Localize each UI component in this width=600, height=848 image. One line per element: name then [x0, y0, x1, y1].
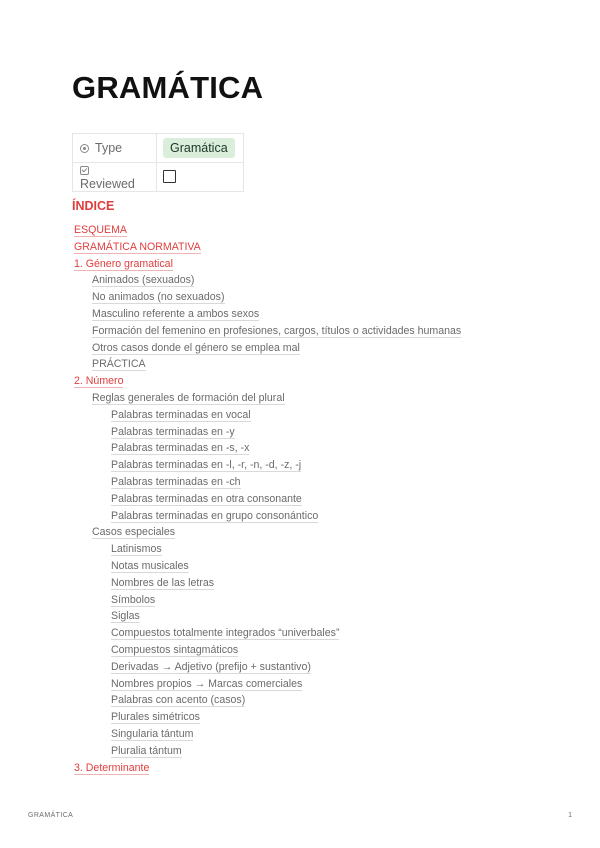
- toc-item: [74, 474, 461, 491]
- toc-link[interactable]: Casos especiales: [92, 526, 176, 539]
- toc-link[interactable]: Reglas generales de formación del plural: [92, 391, 285, 404]
- toc-item: [74, 642, 461, 659]
- toc-item: [74, 760, 461, 777]
- toc-item: [74, 709, 461, 726]
- property-row-type: [73, 134, 244, 163]
- toc-link[interactable]: Siglas: [111, 610, 140, 623]
- toc-heading: ÍNDICE: [72, 199, 115, 213]
- toc-item: [74, 659, 461, 676]
- toc-link[interactable]: Formación del femenino en profesiones, cargos, títulos o actividades humanas: [92, 324, 462, 337]
- page-title: GRAMÁTICA: [72, 70, 264, 105]
- toc-item: [74, 289, 461, 306]
- toc-link[interactable]: Nombres de las letras: [111, 576, 215, 589]
- toc-item: [74, 625, 461, 642]
- type-label: Type: [95, 141, 123, 155]
- toc-item: [74, 272, 461, 289]
- toc-item: [74, 558, 461, 575]
- toc-item: [74, 575, 461, 592]
- property-key-reviewed: [73, 163, 157, 192]
- toc-link[interactable]: Compuestos totalmente integrados “univerbales”: [111, 627, 340, 640]
- toc-link[interactable]: Masculino referente a ambos sexos: [92, 307, 260, 320]
- table-of-contents: [74, 222, 461, 776]
- toc-link[interactable]: Palabras terminadas en grupo consonántico: [111, 509, 319, 522]
- toc-link[interactable]: Palabras terminadas en -y: [111, 425, 235, 438]
- toc-item: [74, 306, 461, 323]
- toc-link[interactable]: Otros casos donde el género se emplea mal: [92, 341, 300, 354]
- toc-item: [74, 592, 461, 609]
- footer-title: GRAMÁTICA: [28, 812, 74, 819]
- toc-item: [74, 524, 461, 541]
- toc-link[interactable]: PRÁCTICA: [92, 358, 146, 371]
- toc-item: [74, 340, 461, 357]
- toc-item: [74, 541, 461, 558]
- target-icon: [80, 144, 89, 153]
- toc-link[interactable]: GRAMÁTICA NORMATIVA: [74, 240, 201, 253]
- toc-link[interactable]: Palabras con acento (casos): [111, 694, 246, 707]
- reviewed-checkbox[interactable]: [163, 170, 176, 183]
- page-number: 1: [568, 812, 572, 819]
- property-value-reviewed: [157, 163, 244, 192]
- toc-item: [74, 491, 461, 508]
- toc-item: [74, 692, 461, 709]
- toc-item: [74, 676, 461, 693]
- toc-link[interactable]: Singularia tántum: [111, 727, 194, 740]
- toc-item: [74, 726, 461, 743]
- toc-item: [74, 390, 461, 407]
- toc-link[interactable]: Notas musicales: [111, 559, 189, 572]
- toc-link[interactable]: Pluralia tántum: [111, 744, 182, 757]
- toc-link[interactable]: Derivadas → Adjetivo (prefijo + sustantivo): [111, 660, 311, 673]
- toc-link[interactable]: Nombres propios → Marcas comerciales: [111, 677, 303, 690]
- toc-link[interactable]: Palabras terminadas en vocal: [111, 408, 251, 421]
- toc-link[interactable]: Latinismos: [111, 543, 162, 556]
- toc-item: [74, 239, 461, 256]
- toc-link[interactable]: Plurales simétricos: [111, 711, 200, 724]
- toc-item: [74, 608, 461, 625]
- property-key-type: [73, 134, 157, 163]
- property-row-reviewed: [73, 163, 244, 192]
- toc-link[interactable]: No animados (no sexuados): [92, 291, 225, 304]
- toc-item: [74, 323, 461, 340]
- checkbox-icon: [80, 166, 89, 175]
- toc-item: [74, 256, 461, 273]
- toc-link[interactable]: Palabras terminadas en -s, -x: [111, 442, 250, 455]
- toc-item: [74, 457, 461, 474]
- toc-item: [74, 356, 461, 373]
- reviewed-label: Reviewed: [80, 177, 135, 191]
- toc-link[interactable]: 3. Determinante: [74, 761, 150, 774]
- properties-table: [72, 133, 244, 192]
- property-value-type[interactable]: [157, 134, 244, 163]
- toc-link[interactable]: Compuestos sintagmáticos: [111, 643, 239, 656]
- toc-item: [74, 222, 461, 239]
- toc-link[interactable]: Palabras terminadas en otra consonante: [111, 492, 302, 505]
- toc-link[interactable]: 1. Género gramatical: [74, 257, 173, 270]
- toc-link[interactable]: Animados (sexuados): [92, 274, 195, 287]
- type-tag[interactable]: Gramática: [163, 138, 235, 158]
- toc-item: [74, 743, 461, 760]
- toc-link[interactable]: 2. Número: [74, 375, 124, 388]
- toc-link[interactable]: ESQUEMA: [74, 224, 127, 236]
- toc-link[interactable]: Símbolos: [111, 593, 156, 606]
- toc-item: [74, 440, 461, 457]
- toc-item: [74, 373, 461, 390]
- toc-link[interactable]: Palabras terminadas en -ch: [111, 475, 241, 488]
- toc-item: [74, 424, 461, 441]
- toc-link[interactable]: Palabras terminadas en -l, -r, -n, -d, -z, -j: [111, 459, 302, 472]
- toc-item: [74, 508, 461, 525]
- toc-item: [74, 407, 461, 424]
